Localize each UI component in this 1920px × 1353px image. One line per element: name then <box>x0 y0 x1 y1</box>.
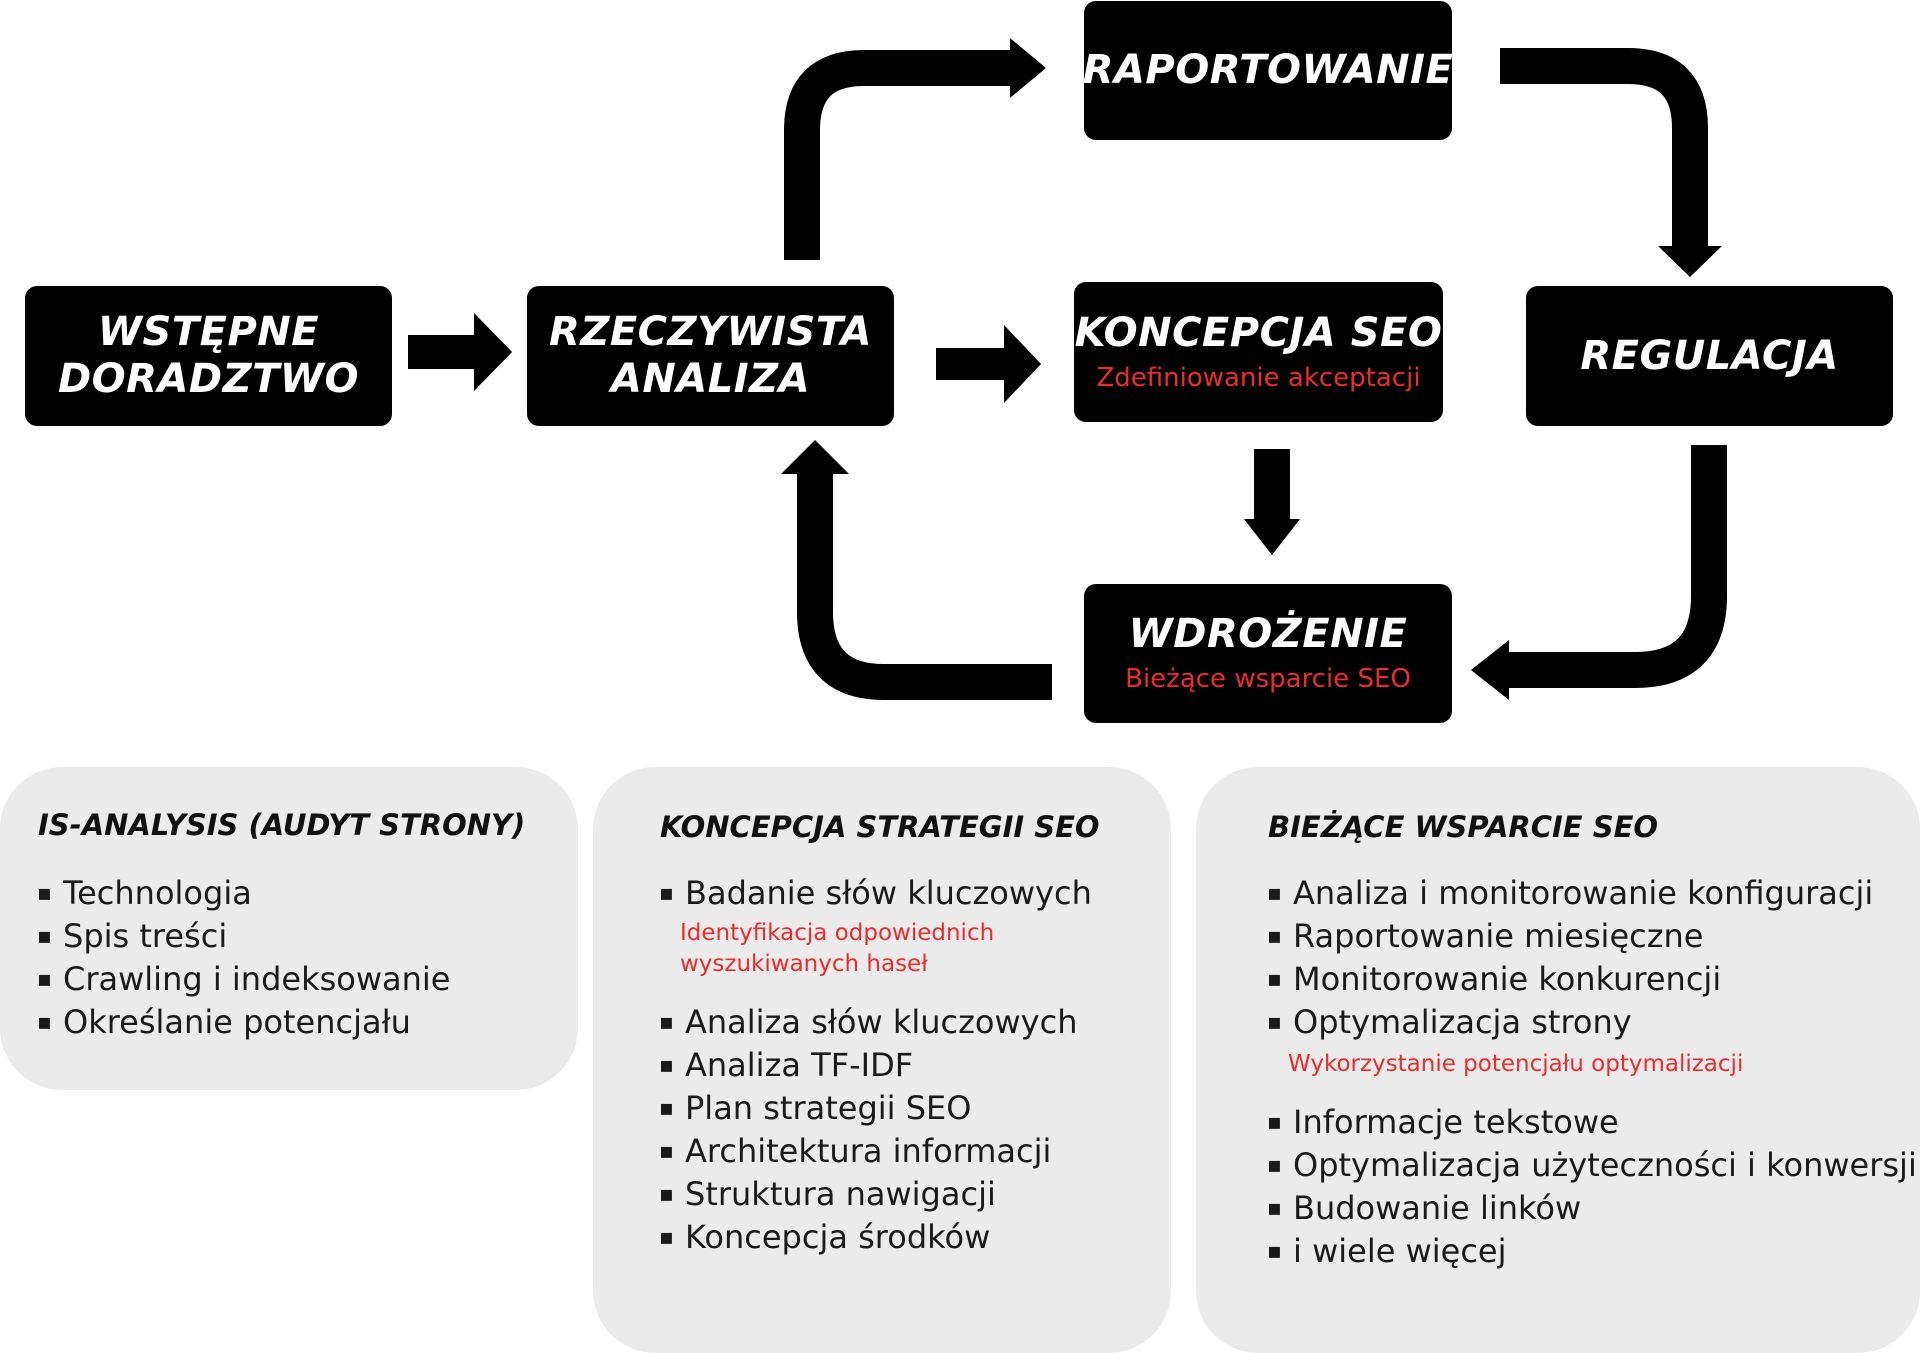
list-item-label: Technologia <box>63 874 252 912</box>
bullet-icon: ▪ <box>659 1225 674 1250</box>
bullet-icon: ▪ <box>1267 1010 1282 1035</box>
step-wdrozenie <box>1084 584 1452 723</box>
arrow-regulacja-to-wdrozenie-head <box>1471 640 1509 700</box>
panel-title: BIEŻĄCE WSPARCIE SEO <box>1268 810 1659 844</box>
list-item <box>659 1217 990 1258</box>
bullet-icon: ▪ <box>37 881 52 906</box>
list-item <box>659 1002 1077 1043</box>
step-wstepne-doradztwo <box>25 286 392 426</box>
list-item <box>1267 1188 1581 1229</box>
list-item-label: Struktura nawigacji <box>685 1175 996 1213</box>
list-item-label: Budowanie linków <box>1293 1189 1582 1227</box>
arrow-raportowanie-to-regulacja-head <box>1658 246 1722 277</box>
list-item <box>1267 959 1721 1000</box>
list-item-label: Analiza TF-IDF <box>685 1046 914 1084</box>
list-item-label: Crawling i indeksowanie <box>63 960 451 998</box>
list-item <box>1267 1231 1506 1272</box>
arrow-raportowanie-to-regulacja <box>1500 66 1690 248</box>
list-item-label: Optymalizacja użyteczności i konwersji <box>1293 1146 1917 1184</box>
bullet-icon: ▪ <box>659 1053 674 1078</box>
list-item-label: Analiza i monitorowanie konfiguracji <box>1293 874 1874 912</box>
list-item <box>37 916 227 957</box>
arrow-koncepcja-to-wdrozenie <box>1244 449 1300 555</box>
list-item-label: Optymalizacja strony <box>1293 1003 1632 1041</box>
arrow-regulacja-to-wdrozenie <box>1507 445 1709 670</box>
step-regulacja <box>1526 286 1893 426</box>
bullet-icon: ▪ <box>659 1182 674 1207</box>
step-title: RZECZYWISTA ANALIZA <box>549 309 872 402</box>
list-item <box>37 959 450 1000</box>
list-item-label: i wiele więcej <box>1293 1232 1507 1270</box>
list-item <box>659 1174 996 1215</box>
bullet-icon: ▪ <box>1267 1196 1282 1221</box>
list-item <box>659 1131 1051 1172</box>
list-item <box>1267 1145 1917 1186</box>
panel-title: IS-ANALYSIS (AUDYT STRONY) <box>38 808 526 842</box>
list-item-label: Informacje tekstowe <box>1293 1103 1619 1141</box>
list-item-label: Plan strategii SEO <box>685 1089 972 1127</box>
item-note: Wykorzystanie potencjału optymalizacji <box>1288 1051 1744 1077</box>
list-item-label: Analiza słów kluczowych <box>685 1003 1078 1041</box>
step-title: REGULACJA <box>1580 332 1839 379</box>
list-item <box>1267 1002 1632 1043</box>
list-item-label: Architektura informacji <box>685 1132 1052 1170</box>
bullet-icon: ▪ <box>659 1139 674 1164</box>
list-item <box>1267 873 1873 914</box>
step-koncepcja-seo <box>1074 282 1443 422</box>
list-item <box>37 873 252 914</box>
item-note: Identyfikacja odpowiednich wyszukiwanych haseł <box>680 920 995 977</box>
bullet-icon: ▪ <box>37 924 52 949</box>
list-item <box>1267 916 1703 957</box>
step-subtitle: Bieżące wsparcie SEO <box>1125 664 1411 694</box>
bullet-icon: ▪ <box>1267 1110 1282 1135</box>
step-raportowanie <box>1084 1 1452 140</box>
list-item-label: Spis treści <box>63 917 228 955</box>
bullet-icon: ▪ <box>37 967 52 992</box>
arrow-wdrozenie-to-analiza <box>815 474 1052 682</box>
bullet-icon: ▪ <box>37 1010 52 1035</box>
list-item-label: Badanie słów kluczowych <box>685 874 1092 912</box>
list-item <box>37 1002 411 1043</box>
bullet-icon: ▪ <box>659 1096 674 1121</box>
arrow-wstepne-to-analiza <box>408 313 512 391</box>
step-subtitle: Zdefiniowanie akceptacji <box>1096 362 1421 393</box>
list-item <box>1267 1102 1619 1143</box>
bullet-icon: ▪ <box>1267 967 1282 992</box>
list-item-label: Koncepcja środków <box>685 1218 991 1256</box>
step-rzeczywista-analiza <box>527 286 894 426</box>
bullet-icon: ▪ <box>1267 1239 1282 1264</box>
arrow-wdrozenie-to-analiza-head <box>781 440 849 474</box>
step-title: WDROŻENIE <box>1128 611 1408 657</box>
arrow-analiza-to-raportowanie-head <box>1010 38 1046 98</box>
bullet-icon: ▪ <box>1267 924 1282 949</box>
panel-title: KONCEPCJA STRATEGII SEO <box>660 810 1100 844</box>
list-item-label: Określanie potencjału <box>63 1003 411 1041</box>
list-item-label: Monitorowanie konkurencji <box>1293 960 1722 998</box>
bullet-icon: ▪ <box>659 1010 674 1035</box>
bullet-icon: ▪ <box>659 881 674 906</box>
bullet-icon: ▪ <box>1267 881 1282 906</box>
step-title: RAPORTOWANIE <box>1082 47 1454 93</box>
bullet-icon: ▪ <box>1267 1153 1282 1178</box>
list-item-label: Raportowanie miesięczne <box>1293 917 1704 955</box>
list-item <box>659 1088 971 1129</box>
list-item <box>659 1045 913 1086</box>
list-item <box>659 873 1092 914</box>
arrow-analiza-to-raportowanie <box>802 68 1010 260</box>
step-title: WSTĘPNE DORADZTWO <box>57 309 360 402</box>
step-title: KONCEPCJA SEO <box>1074 309 1443 356</box>
arrow-analiza-to-koncepcja <box>936 325 1041 403</box>
